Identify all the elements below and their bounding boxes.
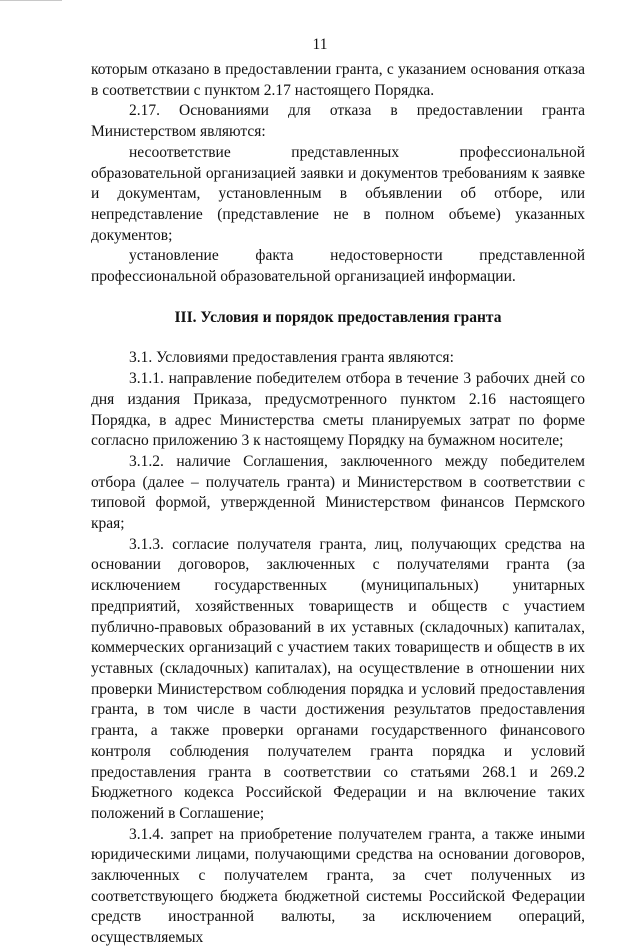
paragraph-3-1: 3.1. Условиями предоставления гранта являются: bbox=[129, 349, 454, 367]
paragraph-3-1-4: 3.1.4. запрет на приобретение получателем гранта, а также иными юридическими лицами, получающими средства на основании договоров, заключенных с получателем гранта, за счет полученных из соответствующего бюджета бюджетной системы Российской Федерации средств иностранной валюты, за исключением операций, осуществляемых bbox=[91, 825, 585, 947]
paragraph-continuation: которым отказано в предоставлении гранта, с указанием основания отказа в соответствии с пунктом 2.17 настоящего Порядка. bbox=[91, 61, 585, 99]
paragraph-3-1-1: 3.1.1. направление победителем отбора в течение 3 рабочих дней со дня издания Приказа, предусмотренного пунктом 2.16 настоящего Порядка, в адрес Министерства сметы планируемых затрат по форме согласно приложению 3 к настоящему Порядку на бумажном носителе; bbox=[91, 370, 585, 450]
paragraph-ground-nonconformity: несоответствие представленных профессиональной образовательной организацией заявки и документов требованиям к заявке и документам, установленным в объявлении об отборе, или непредставление (представление не в полном объеме) указанных документов; bbox=[91, 143, 585, 244]
scan-edge-mark bbox=[0, 0, 62, 4]
paragraph-3-1-2: 3.1.2. наличие Соглашения, заключенного между победителем отбора (далее – получатель гранта) и Министерством в соответствии с типовой формой, утвержденной Министерством финансов Пермского края; bbox=[91, 452, 585, 533]
paragraph-ground-false-info: установление факта недостоверности представленной профессиональной образовательной организацией информации. bbox=[91, 247, 585, 286]
paragraph-2-17: 2.17. Основаниями для отказа в предоставлении гранта Министерством являются: bbox=[91, 102, 585, 141]
page-number: 11 bbox=[312, 36, 328, 53]
paragraph-3-1-3: 3.1.3. согласие получателя гранта, лиц, получающих средства на основании договоров, заключенных с получателями гранта (за исключением государственных (муниципальных) унитарных предприятий, хозяйственных товариществ и обществ с участием публично-правовых образований в их уставных (складочных) капиталах, коммерческих организаций с участием таких товариществ и обществ в их уставных (складочных) капиталах), на осуществление в отношении них проверки Министерством соблюдения порядка и условий предоставления гранта, в том числе в части достижения результатов предоставления гранта, а также проверки органами государственного финансового контроля соблюдения получателем гранта порядка и условий предоставления гранта в соответствии со статьями 268.1 и 269.2 Бюджетного кодекса Российской Федерации и на включение таких положений в Соглашение; bbox=[91, 535, 585, 822]
section-title: III. Условия и порядок предоставления гранта bbox=[174, 308, 502, 326]
document-body bbox=[91, 60, 585, 949]
